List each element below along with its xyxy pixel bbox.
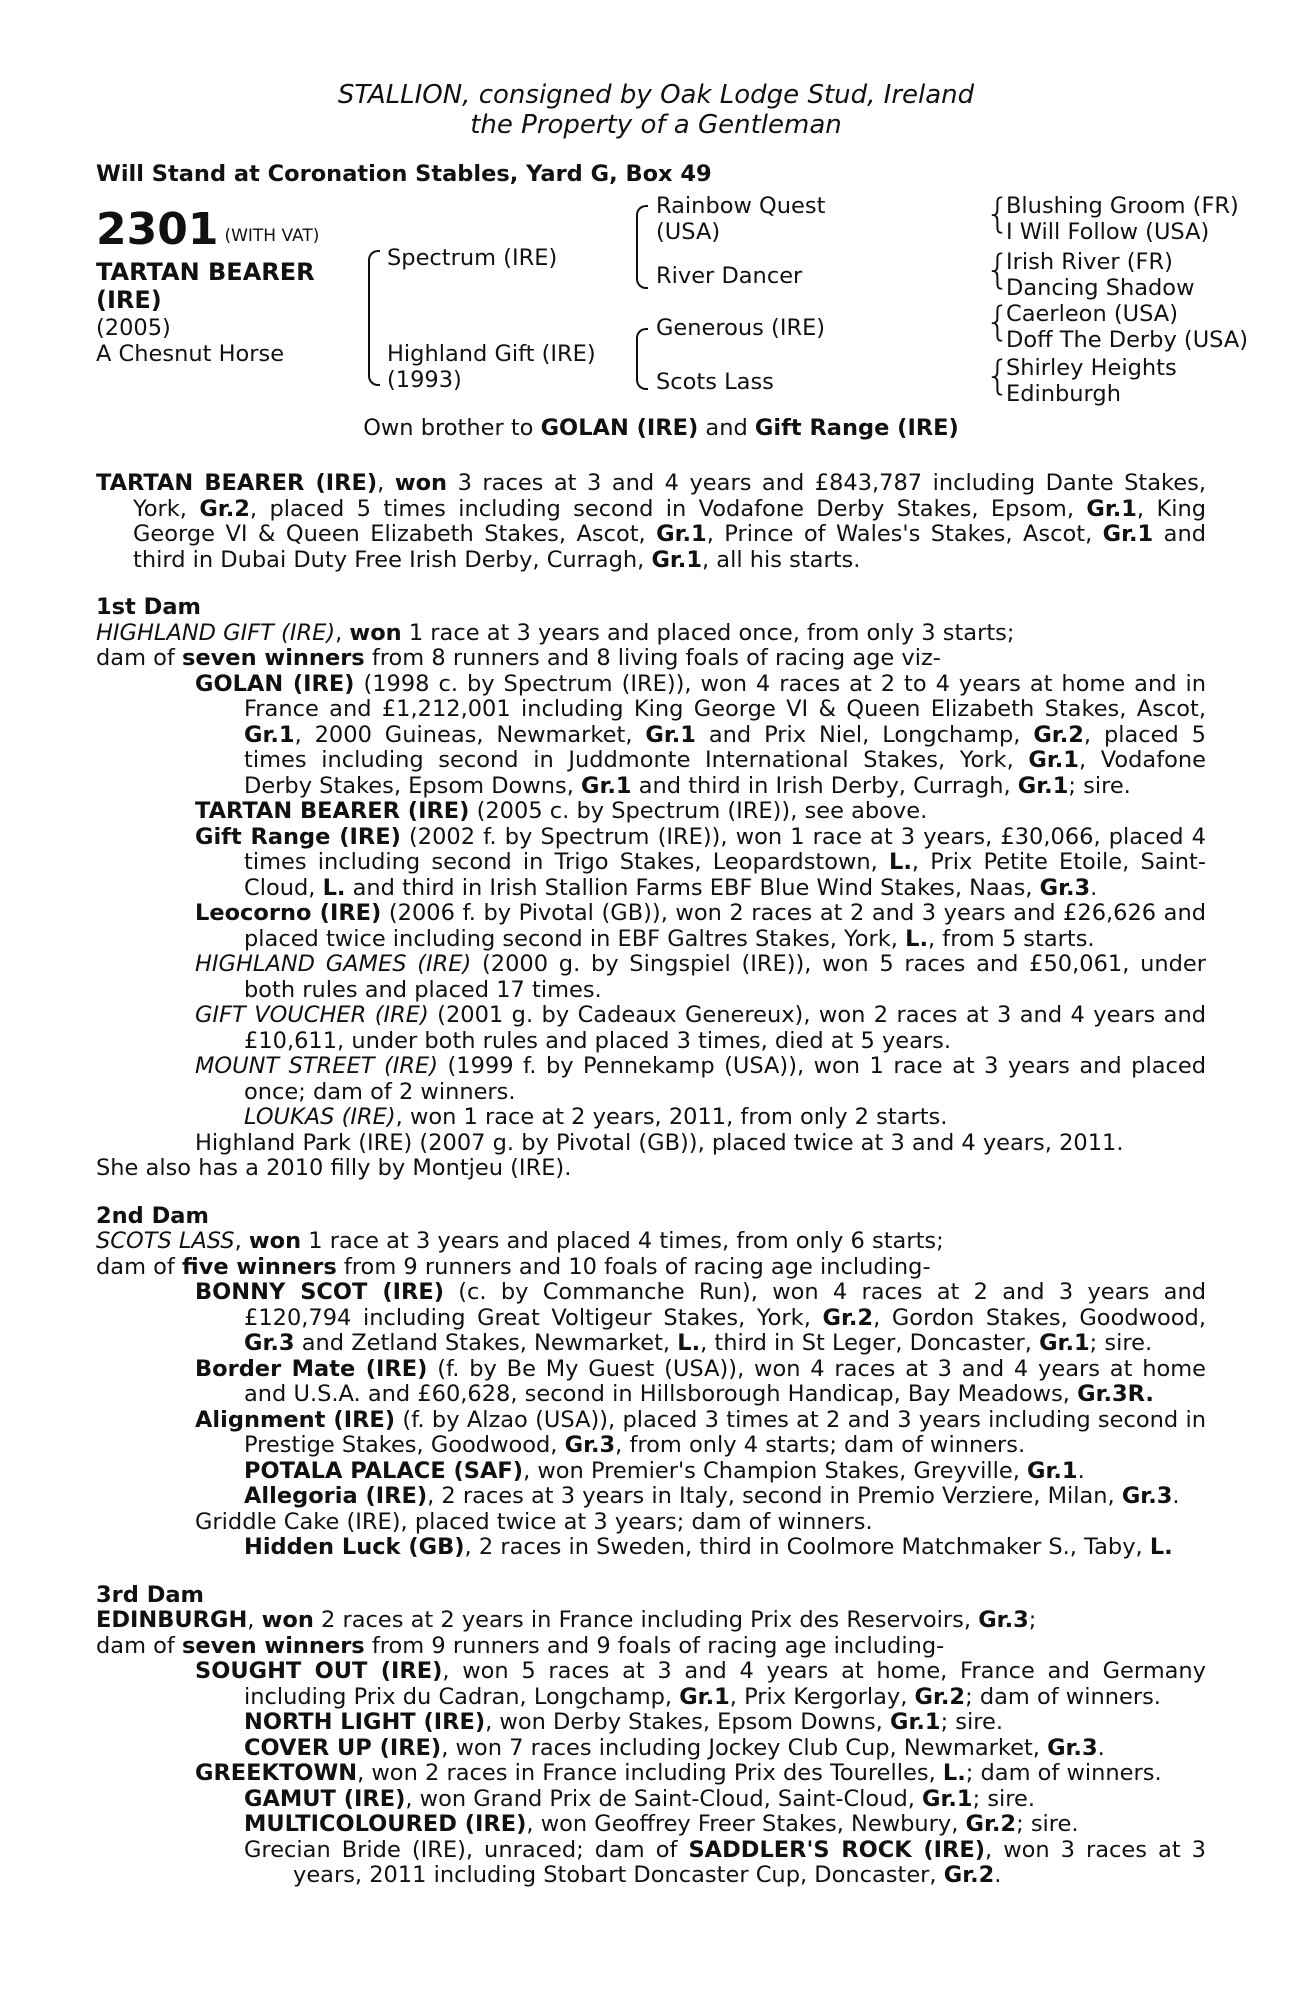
grade: Gr.2 bbox=[943, 1862, 995, 1888]
produce-name: Border Mate (IRE) bbox=[195, 1355, 428, 1382]
grade: Gr.1 bbox=[645, 721, 696, 748]
produce-text: . bbox=[1172, 1483, 1180, 1509]
dam-text: , bbox=[247, 1607, 262, 1633]
sire-sire-name: Rainbow Quest bbox=[656, 192, 826, 219]
produce-text: and Prix Niel, Longchamp, bbox=[695, 721, 1034, 748]
grade: Gr.1 bbox=[679, 1683, 730, 1710]
second-dam-intro: SCOTS LASS, won 1 race at 3 years and placed 4 times, from only 6 starts; bbox=[96, 1228, 944, 1254]
grand-produce-entry bbox=[109, 1535, 1206, 1561]
produce-name: SOUGHT OUT (IRE) bbox=[195, 1658, 443, 1684]
dam-text: dam of bbox=[96, 1632, 182, 1659]
own-brother-prefix: Own brother to bbox=[363, 414, 541, 441]
winners-count: five winners bbox=[181, 1253, 337, 1280]
grade: Gr.3 bbox=[978, 1607, 1029, 1633]
grade: Gr.1 bbox=[1027, 1457, 1078, 1484]
produce-name: Hidden Luck (GB) bbox=[244, 1534, 465, 1560]
ggdam-4: Edinburgh bbox=[1006, 380, 1121, 407]
summary-text: , placed 5 times including second in Vodafone Derby Stakes, Epsom, bbox=[249, 495, 1087, 522]
produce-entry bbox=[109, 799, 1206, 825]
produce-entry bbox=[109, 1408, 1206, 1459]
grade: Gr.1 bbox=[1102, 521, 1154, 547]
produce-text: , won 2 races in France including Prix des Tourelles, bbox=[357, 1760, 943, 1786]
produce-entry bbox=[109, 1357, 1206, 1408]
produce-text: Grecian Bride (IRE), unraced; dam of bbox=[244, 1836, 689, 1863]
produce-text: . bbox=[1090, 874, 1098, 901]
grade: Gr.1 bbox=[244, 721, 295, 748]
produce-text: (1998 c. by Spectrum (IRE)), won 4 races at 2 to 4 years at home and in France and £1,212,001 including King George VI & Queen Elizabeth Stakes, Ascot, bbox=[244, 670, 1206, 722]
grade: Gr.1 bbox=[890, 1709, 941, 1735]
horse-name: TARTAN BEARER bbox=[96, 257, 315, 286]
sire-dam-brace bbox=[636, 245, 648, 289]
grade: L. bbox=[889, 849, 912, 875]
produce-entry bbox=[109, 672, 1206, 800]
produce-name: Allegoria (IRE) bbox=[244, 1483, 428, 1509]
grade: Gr.1 bbox=[1017, 772, 1069, 799]
produce-name: COVER UP (IRE) bbox=[244, 1734, 442, 1761]
first-dam-produce bbox=[96, 646, 1206, 672]
produce-text: , third in St Leger, Doncaster, bbox=[700, 1330, 1040, 1356]
dam-dam-name: Scots Lass bbox=[656, 368, 774, 395]
produce-entry bbox=[109, 952, 1206, 1003]
grade: Gr.1 bbox=[1028, 747, 1079, 773]
sire-name: Spectrum (IRE) bbox=[387, 244, 558, 271]
ggsire-4: Shirley Heights bbox=[1006, 354, 1177, 381]
grand-produce-entry bbox=[109, 1459, 1206, 1485]
grade: Gr.2 bbox=[822, 1304, 874, 1331]
dam-text: dam of bbox=[96, 1253, 182, 1280]
grand-produce-entry bbox=[109, 1787, 1206, 1813]
third-dam-heading: 3rd Dam bbox=[96, 1581, 204, 1608]
sire-sire-brace bbox=[636, 205, 648, 247]
grade: Gr.1 bbox=[922, 1785, 973, 1812]
produce-text: . bbox=[1077, 1457, 1085, 1484]
dam-name: EDINBURGH bbox=[96, 1607, 248, 1633]
produce-text: , 2 races in Sweden, third in Coolmore Matchmaker S., Taby, bbox=[464, 1534, 1150, 1560]
grade: Gr.1 bbox=[656, 521, 707, 547]
vat-label: (WITH VAT) bbox=[224, 226, 320, 247]
produce-text: ; sire. bbox=[1016, 1811, 1079, 1837]
produce-text: , 2 races at 3 years in Italy, second in Premio Verziere, Milan, bbox=[427, 1483, 1122, 1509]
grand-produce-entry bbox=[109, 1710, 1206, 1736]
produce-text: , won 5 races at 3 and 4 years at home, France and Germany including Prix du Cadran, Longchamp, bbox=[244, 1658, 1207, 1710]
produce-name: GAMUT (IRE) bbox=[244, 1785, 406, 1812]
produce-text: (c. by Commanche Run), won 4 races at 2 and 3 years and £120,794 including Great Voltigeur Stakes, York, bbox=[244, 1279, 1206, 1331]
produce-entry bbox=[109, 825, 1206, 902]
dam-text: 2 races at 2 years in France including Prix des Reservoirs, bbox=[313, 1607, 979, 1633]
dam-text: ; bbox=[1028, 1607, 1037, 1633]
grade: L. bbox=[905, 925, 928, 952]
produce-entry bbox=[109, 901, 1206, 952]
grand-produce-entry bbox=[109, 1484, 1206, 1510]
produce-entry: Highland Park (IRE) (2007 g. by Pivotal (GB)), placed twice at 3 and 4 years, 2011. bbox=[195, 1129, 1124, 1156]
produce-text: and Zetland Stakes, Newmarket, bbox=[294, 1330, 678, 1356]
second-dam-heading: 2nd Dam bbox=[96, 1202, 209, 1229]
ggsire-3: Caerleon (USA) bbox=[1006, 300, 1178, 327]
won-label: won bbox=[248, 1228, 302, 1254]
produce-text: (f. by Be My Guest (USA)), won 4 races at 3 and 4 years at home and U.S.A. and £60,628, second in Hillsborough Handicap, Bay Meadows, bbox=[244, 1355, 1206, 1407]
sire-dam-name: River Dancer bbox=[656, 262, 803, 289]
horse-suffix: (IRE) bbox=[96, 285, 162, 314]
produce-text: , won Derby Stakes, Epsom Downs, bbox=[485, 1709, 890, 1735]
produce-text: ; sire. bbox=[1089, 1330, 1153, 1356]
dam-text: 1 race at 3 years and placed 4 times, from only 6 starts; bbox=[301, 1228, 944, 1254]
dam-text: from 9 runners and 9 foals of racing age including- bbox=[364, 1632, 945, 1659]
grade: Gr.2 bbox=[1033, 721, 1084, 748]
produce-text: (f. by Alzao (USA)), placed 3 times at 2 and 3 years including second in Prestige Stakes, Goodwood, bbox=[244, 1406, 1206, 1458]
produce-text: , 2000 Guineas, Newmarket, bbox=[294, 721, 646, 748]
summary-text: , all his starts. bbox=[702, 546, 861, 573]
produce-text: , Gordon Stakes, Goodwood, bbox=[873, 1304, 1206, 1331]
grade: L. bbox=[1149, 1534, 1173, 1560]
produce-text: (2002 f. by Spectrum (IRE)), won 1 race at 3 years, £30,066, placed 4 times including second in Trigo Stakes, Leopardstown, bbox=[244, 823, 1206, 875]
grade: Gr.3 bbox=[1047, 1734, 1098, 1761]
own-brother-line bbox=[116, 416, 1206, 442]
lot-number: 2301 bbox=[96, 203, 219, 255]
ggdam-1: I Will Follow (USA) bbox=[1006, 218, 1210, 245]
produce-text: , placed 5 times including second in Juddmonte International Stakes, York, bbox=[244, 721, 1206, 773]
dam-name: Highland Gift (IRE) bbox=[387, 340, 596, 367]
second-dam-produce bbox=[96, 1255, 1206, 1281]
third-dam-produce bbox=[96, 1634, 1206, 1660]
dam-name: HIGHLAND GIFT (IRE) bbox=[96, 619, 336, 646]
produce-text: (2005 c. by Spectrum (IRE)), see above. bbox=[469, 798, 928, 824]
grade: Gr.3 bbox=[1121, 1483, 1173, 1509]
summary-comma: , bbox=[377, 470, 395, 496]
produce-text: , Prix Kergorlay, bbox=[729, 1683, 915, 1710]
winners-count: seven winners bbox=[181, 645, 365, 671]
grand-produce-entry bbox=[109, 1812, 1206, 1838]
produce-text: (2000 g. by Singspiel (IRE)), won 5 races and £50,061, under both rules and placed 17 times. bbox=[244, 951, 1207, 1003]
dam-text: from 8 runners and 8 living foals of racing age viz- bbox=[364, 645, 941, 671]
produce-text: , Vodafone Derby Stakes, Epsom Downs, bbox=[244, 747, 1207, 799]
grade: Gr.1 bbox=[1086, 495, 1137, 522]
produce-text: (1999 f. by Pennekamp (USA)), won 1 race at 3 years and placed once; dam of 2 winners. bbox=[244, 1053, 1206, 1105]
dam-text: 1 race at 3 years and placed once, from only 3 starts; bbox=[401, 619, 1015, 646]
dam-text: dam of bbox=[96, 645, 182, 671]
produce-text: ; sire. bbox=[972, 1785, 1036, 1812]
first-dam-intro: HIGHLAND GIFT (IRE), won 1 race at 3 years and placed once, from only 3 starts; bbox=[96, 619, 1015, 646]
produce-text: (2006 f. by Pivotal (GB)), won 2 races at 2 and 3 years and £26,626 and placed twice including second in EBF Galtres Stakes, York, bbox=[244, 900, 1207, 952]
produce-text: ; sire. bbox=[940, 1709, 1004, 1735]
produce-text: , won 1 race at 2 years, 2011, from only 2 starts. bbox=[395, 1104, 948, 1130]
summary-text: , Prince of Wales's Stakes, Ascot, bbox=[706, 521, 1103, 547]
produce-entry: Griddle Cake (IRE), placed twice at 3 years; dam of winners. bbox=[195, 1508, 873, 1535]
produce-name: Gift Range (IRE) bbox=[195, 823, 401, 850]
lot-header bbox=[106, 80, 1206, 140]
grade: Gr.3 bbox=[564, 1432, 616, 1458]
grand-produce-entry bbox=[109, 1838, 1206, 1889]
grade: Gr.3R. bbox=[1077, 1381, 1154, 1407]
dam-name: SCOTS LASS bbox=[96, 1228, 235, 1254]
won-label: won bbox=[261, 1607, 314, 1633]
gen3-brace-1: { bbox=[985, 190, 1011, 237]
produce-name: NORTH LIGHT (IRE) bbox=[244, 1709, 486, 1735]
grade: Gr.2 bbox=[965, 1811, 1017, 1837]
header-consignor: STALLION, consigned by Oak Lodge Stud, Ireland bbox=[337, 80, 975, 110]
produce-text: . bbox=[994, 1862, 1002, 1888]
grade: Gr.1 bbox=[1039, 1330, 1090, 1356]
dam-brace bbox=[368, 332, 380, 386]
produce-text: , from only 4 starts; dam of winners. bbox=[615, 1432, 1026, 1458]
summary-text: , King George VI & Queen Elizabeth Stakes, Ascot, bbox=[133, 495, 1207, 547]
produce-text: , won Premier's Champion Stakes, Greyville, bbox=[523, 1457, 1027, 1484]
produce-entry bbox=[109, 1659, 1206, 1710]
produce-name: LOUKAS (IRE) bbox=[244, 1104, 396, 1130]
produce-name: TARTAN BEARER (IRE) bbox=[195, 798, 470, 824]
dam-text: from 9 runners and 10 foals of racing age including- bbox=[336, 1253, 931, 1280]
dam-sire-name: Generous (IRE) bbox=[656, 314, 826, 341]
produce-name: POTALA PALACE (SAF) bbox=[244, 1457, 524, 1484]
sire-sire-suffix: (USA) bbox=[656, 218, 721, 245]
produce-name: Leocorno (IRE) bbox=[195, 900, 382, 926]
produce-name: GREEKTOWN bbox=[195, 1760, 358, 1786]
produce-text: ; dam of winners. bbox=[965, 1760, 1162, 1786]
summary-text: 3 races at 3 and 4 years and £843,787 including Dante Stakes, York, bbox=[133, 470, 1206, 522]
produce-entry bbox=[109, 1003, 1206, 1054]
produce-entry bbox=[109, 1280, 1206, 1357]
produce-name: SADDLER'S ROCK (IRE) bbox=[688, 1836, 986, 1863]
own-brother-golan: GOLAN (IRE) bbox=[540, 414, 699, 441]
produce-text: and third in Irish Derby, Curragh, bbox=[631, 772, 1018, 799]
ggdam-2: Dancing Shadow bbox=[1006, 274, 1195, 301]
grade: Gr.3 bbox=[1039, 874, 1091, 901]
produce-note: She also has a 2010 filly by Montjeu (IRE). bbox=[96, 1155, 572, 1181]
own-brother-gift: Gift Range (IRE) bbox=[754, 414, 959, 441]
produce-name: BONNY SCOT (IRE) bbox=[195, 1279, 444, 1305]
grade: L. bbox=[677, 1330, 701, 1356]
produce-entry bbox=[109, 1105, 1206, 1131]
race-summary bbox=[96, 471, 1206, 573]
produce-text: , won 7 races including Jockey Club Cup, Newmarket, bbox=[441, 1734, 1048, 1761]
grade: Gr.2 bbox=[199, 495, 250, 522]
grade: L. bbox=[942, 1760, 966, 1786]
produce-text: , won 3 races at 3 years, 2011 including Stobart Doncaster Cup, Doncaster, bbox=[293, 1836, 1206, 1888]
grade: Gr.2 bbox=[914, 1683, 966, 1710]
produce-name: HIGHLAND GAMES (IRE) bbox=[195, 951, 472, 977]
foaling-year: (2005) bbox=[96, 314, 171, 341]
produce-text: , from 5 starts. bbox=[928, 925, 1095, 952]
produce-text: ; dam of winners. bbox=[965, 1683, 1161, 1710]
grade: Gr.1 bbox=[651, 546, 702, 573]
produce-name: Alignment (IRE) bbox=[195, 1406, 396, 1433]
catalogue-page bbox=[96, 80, 1249, 1889]
summary-horse: TARTAN BEARER (IRE) bbox=[96, 470, 378, 496]
ggsire-2: Irish River (FR) bbox=[1006, 248, 1173, 275]
dam-sire-brace bbox=[636, 328, 648, 356]
first-dam-heading: 1st Dam bbox=[96, 594, 201, 620]
ggdam-3: Doff The Derby (USA) bbox=[1006, 326, 1249, 353]
pedigree-table bbox=[96, 190, 1249, 414]
grade: Gr.1 bbox=[581, 772, 632, 799]
stable-location: Will Stand at Coronation Stables, Yard G, Box 49 bbox=[96, 161, 712, 187]
gen3-brace-4: { bbox=[985, 352, 1011, 399]
produce-text: . bbox=[1097, 1734, 1105, 1761]
won-label: won bbox=[349, 619, 402, 646]
summary-won: won bbox=[394, 470, 448, 496]
lot-number-line bbox=[96, 203, 320, 255]
produce-entry bbox=[109, 1761, 1206, 1787]
produce-entry bbox=[109, 1054, 1206, 1105]
grade: L. bbox=[322, 874, 346, 901]
gen3-brace-2: { bbox=[985, 246, 1011, 293]
produce-text: , won Geoffrey Freer Stakes, Newbury, bbox=[526, 1811, 966, 1837]
third-dam-intro bbox=[96, 1608, 1206, 1634]
ggsire-1: Blushing Groom (FR) bbox=[1006, 192, 1239, 219]
produce-text: and third in Irish Stallion Farms EBF Blue Wind Stakes, Naas, bbox=[345, 874, 1040, 901]
produce-text: (2001 g. by Cadeaux Genereux), won 2 races at 3 and 4 years and £10,611, under both rules and placed 3 times, died at 5 years. bbox=[244, 1002, 1206, 1054]
produce-name: MULTICOLOURED (IRE) bbox=[244, 1811, 527, 1837]
own-brother-and: and bbox=[698, 414, 755, 441]
gen3-brace-3: { bbox=[985, 298, 1011, 345]
produce-name: GOLAN (IRE) bbox=[195, 670, 355, 697]
header-property: the Property of a Gentleman bbox=[470, 110, 842, 140]
summary-text: and third in Dubai Duty Free Irish Derby, Curragh, bbox=[133, 521, 1206, 573]
produce-name: MOUNT STREET (IRE) bbox=[195, 1053, 439, 1079]
sire-brace bbox=[368, 250, 380, 334]
produce-text: , Prix Petite Etoile, Saint-Cloud, bbox=[244, 849, 1206, 901]
produce-name: GIFT VOUCHER (IRE) bbox=[195, 1002, 429, 1028]
winners-count: seven winners bbox=[181, 1632, 365, 1659]
dam-dam-brace bbox=[636, 354, 648, 390]
horse-description: A Chesnut Horse bbox=[96, 340, 285, 367]
produce-text: , won Grand Prix de Saint-Cloud, Saint-Cloud, bbox=[405, 1785, 923, 1812]
produce-text: ; sire. bbox=[1068, 772, 1131, 799]
grade: Gr.3 bbox=[244, 1330, 295, 1356]
dam-year: (1993) bbox=[387, 366, 462, 393]
grand-produce-entry bbox=[109, 1736, 1206, 1762]
